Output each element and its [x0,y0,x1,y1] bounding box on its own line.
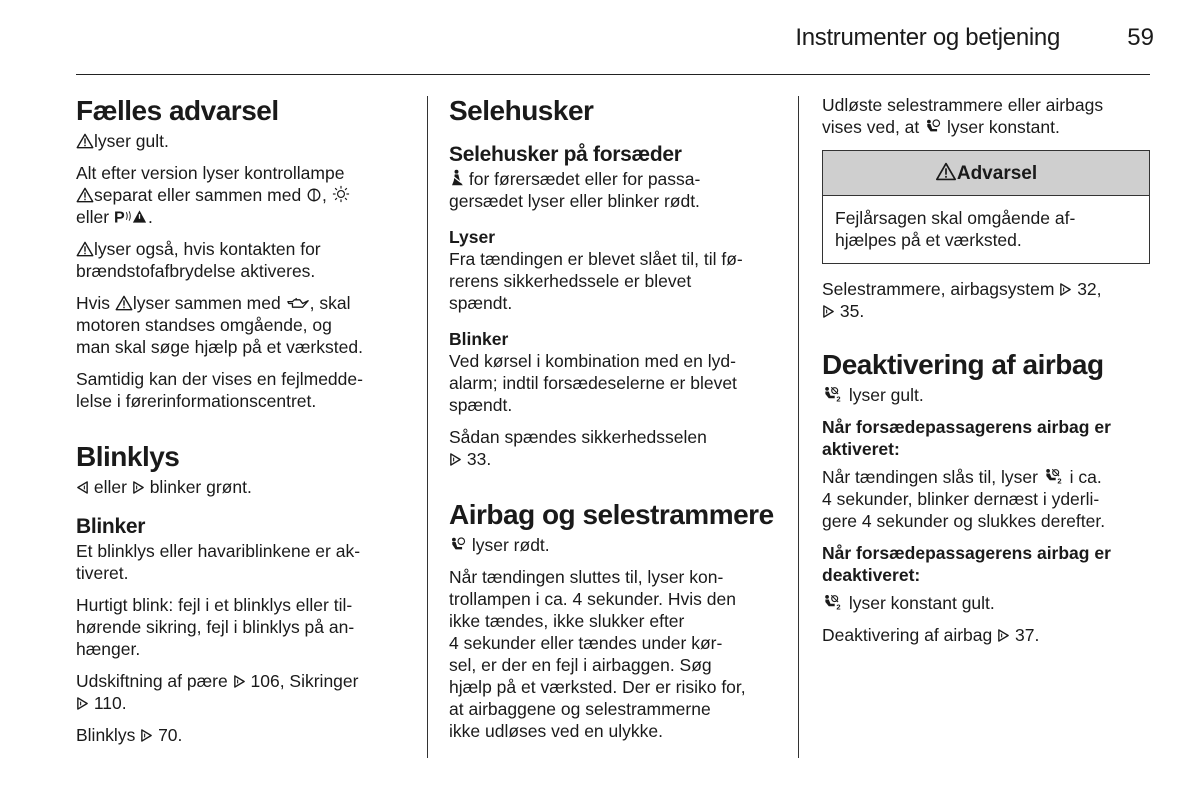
paragraph: Et blinklys eller havariblinkene er ak- tiveret. [76,541,361,583]
page-header-title: Instrumenter og betjening [795,24,1060,51]
column-divider-1 [427,96,428,758]
paragraph: lyser rødt. [449,534,784,556]
paragraph: Udløste selestrammere eller airbags vises ved, at lyser konstant. [822,95,1104,137]
oil-pressure-icon [286,296,310,311]
airbag-off-icon [822,593,844,611]
warning-triangle-icon [76,133,94,149]
page-number: 59 [1127,24,1154,51]
column-3 [822,94,1150,656]
airbag-icon [924,118,942,135]
paragraph: Selestrammere, airbagsystem 32, 35. [822,279,1102,321]
paragraph: lyser gult. [76,130,411,152]
turn-right-arrow-icon [132,480,145,495]
column-divider-2 [798,96,799,758]
turn-left-arrow-icon [76,480,89,495]
subsection-title-blinker: Blinker [76,515,146,538]
paragraph: lyser også, hvis kontakten for brændstofafbrydelse aktiveres. [76,239,321,281]
section-title-airbag-selestrammere: Airbag og selestrammere [449,499,774,530]
warning-triangle-icon [76,241,94,257]
subsection-title-selehusker-forsaeder: Selehusker på forsæder [449,143,682,166]
warning-box-body: Fejlårsagen skal omgående af- hjælpes på et værksted. [835,208,1076,250]
paragraph: Hurtigt blink: fejl i et blinklys eller til- hørende sikring, fejl i blinklys på an- hænger. [76,595,355,659]
page-reference-icon [233,674,246,689]
page-reference-icon [140,728,153,743]
paragraph: Alt efter version lyser kontrollampe separat eller sammen med , eller . [76,162,411,228]
column-2 [449,92,784,752]
warning-triangle-icon [935,162,957,181]
header-divider [76,74,1150,75]
paragraph: Udskiftning af pære 106, Sikringer 110. [76,671,359,713]
airbag-off-icon [822,385,844,403]
warning-box [822,150,1150,264]
paragraph: lyser konstant gult. [822,592,1150,614]
park-assist-warning-icon [114,207,148,225]
column-1 [76,92,411,756]
paragraph: Når tændingen sluttes til, lyser kon- trollampen i ca. 4 sekunder. Hvis den ikke tændes, ikke slukker efter 4 sekunder eller tændes under kør- sel, er der en fejl i airbaggen. Søg hjælp på et værksted. Der er risiko for, at airbaggene og selestrammerne ikke udløses ved en ulykke. [449,567,746,741]
subsection-title-lyser: Lyser [449,227,496,247]
seatbelt-reminder-icon [449,169,464,187]
paragraph: Samtidig kan der vises en fejlmedde- lelse i førerinformationscentret. [76,369,363,411]
airbag-off-icon [1043,467,1065,485]
section-title-faelles-advarsel: Fælles advarsel [76,95,279,126]
paragraph: eller blinker grønt. [76,476,411,498]
paragraph: Hvis lyser sammen med , skal motoren standses omgående, og man skal søge hjælp på et værksted. [76,293,363,357]
section-title-deaktivering-airbag: Deaktivering af airbag [822,349,1104,380]
page-reference-icon [822,304,835,319]
warning-triangle-icon [115,295,133,311]
page-reference-icon [1059,282,1072,297]
section-title-selehusker: Selehusker [449,95,594,126]
subheading-airbag-deactivated: Når forsædepassagerens airbag er deaktiveret: [822,543,1111,585]
subsection-title-blinker: Blinker [449,329,509,349]
page-reference-icon [997,628,1010,643]
light-bulb-warning-icon [332,185,350,203]
warning-triangle-icon [76,187,94,203]
warning-box-header [823,151,1149,196]
paragraph: Blinklys 70. [76,725,183,745]
page-reference-icon [449,452,462,467]
airbag-icon [449,536,467,553]
paragraph: Når tændingen slås til, lyser i ca. 4 sekunder, blinker dernæst i yderli- gere 4 sekunder og slukkes derefter. [822,467,1106,531]
paragraph: lyser gult. [822,384,1150,406]
warning-box-title: Advarsel [956,163,1038,184]
paragraph: Sådan spændes sikkerhedsselen 33. [449,427,707,469]
engine-check-icon [306,187,322,203]
paragraph: Ved kørsel i kombination med en lyd- alarm; indtil forsædeselerne er blevet spændt. [449,351,737,415]
page-reference-icon [76,696,89,711]
subheading-airbag-activated: Når forsædepassagerens airbag er aktiveret: [822,417,1111,459]
paragraph: for førersædet eller for passa- gersædet lyser eller blinker rødt. [449,169,701,211]
paragraph: Deaktivering af airbag 37. [822,625,1040,645]
paragraph: Fra tændingen er blevet slået til, til fø- rerens sikkerhedssele er blevet spændt. [449,249,743,313]
section-title-blinklys: Blinklys [76,441,180,472]
